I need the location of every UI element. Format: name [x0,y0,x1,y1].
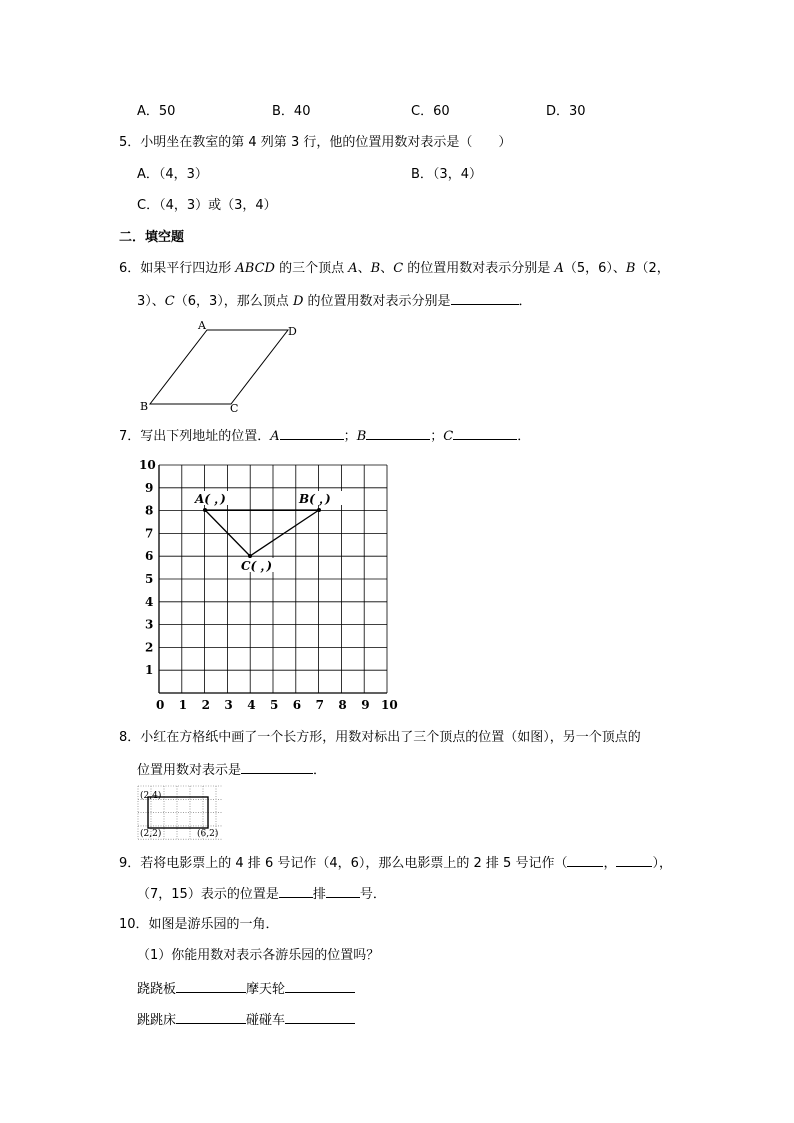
q7-end: ． [517,429,531,444]
label-c: C( ，) [241,559,273,573]
option-d: D．30 [546,104,586,119]
answer-blank-b[interactable] [366,426,430,440]
answer-blank-row[interactable] [567,853,603,867]
q6-b-2: B [625,261,636,276]
q6-a-2: A [554,261,564,276]
y-tick-label: 5 [145,572,154,586]
x-tick-label: 10 [381,698,398,712]
point-a [203,508,207,512]
question-10-sub-1: （1）你能用数对表示各游乐园的位置吗？ [137,948,380,963]
q6-c-2: C [164,294,175,309]
q6-b-val: （2， [635,261,670,276]
y-tick-label: 3 [145,617,154,632]
x-tick-label: 3 [224,698,233,712]
answer-blank-a[interactable] [280,426,344,440]
option-b: B．40 [272,104,311,119]
q7-b: B [356,429,367,444]
y-tick-label: 6 [145,549,154,564]
x-tick-label: 7 [315,698,324,712]
y-tick-label: 10 [139,458,156,472]
q9-end: ）， [652,856,672,871]
question-6-line-1 [119,260,670,278]
answer-blank-c[interactable] [453,426,517,440]
point-b [317,508,321,512]
question-10-row-2 [137,1010,355,1030]
q6-a: A [348,261,358,276]
q6-mid2: 的位置用数对表示分别是 [403,261,555,276]
point-c [248,554,252,558]
answer-blank-pai[interactable] [279,884,313,898]
vertex-label-d: D [288,325,297,338]
q6-end: ． [518,294,532,309]
question-8-line-1: 8．小红在方格纸中画了一个长方形，用数对标出了三个顶点的位置（如图），另一个顶点的 [119,730,641,745]
y-axis-labels [139,458,156,677]
x-tick-label: 1 [178,698,188,712]
q6-sep-1: 、 [357,261,371,276]
q8-pre: 位置用数对表示是 [137,763,242,778]
q6-line2-c: 的位置用数对表示分别是 [303,294,451,309]
answer-blank-trampoline[interactable] [176,1010,246,1024]
vertex-label-c: C [230,402,239,415]
q8-end: ． [313,763,327,778]
q7-c: C [443,429,454,444]
answer-blank-hao[interactable] [326,884,360,898]
x-tick-label: 6 [292,698,302,712]
item-bumper-cars: 碰碰车 [246,1013,286,1028]
parallelogram-shape [150,330,288,404]
answer-blank-seesaw[interactable] [176,979,246,993]
answer-blank-seat[interactable] [616,853,652,867]
y-tick-label: 4 [145,594,154,609]
q9-pai: 排 [312,887,326,902]
q9-pre: 9．若将电影票上的 4 排 6 号记作（4，6），那么电影票上的 2 排 5 号记作（ [119,856,568,871]
label-2-4: (2,4) [140,791,162,801]
q6-mid: 的三个顶点 [274,261,349,276]
section-heading: 二．填空题 [119,230,185,245]
y-tick-label: 1 [145,663,154,678]
item-ferris-wheel: 摩天轮 [246,982,286,997]
q6-line2-b: ，那么顶点 [223,294,293,309]
q6-abcd: ABCD [235,261,275,276]
q6-c: C [393,261,404,276]
q6-d: D [292,294,304,309]
label-b: B( ，) [299,492,331,506]
y-tick-label: 9 [145,480,154,495]
question-5-option-a: A．（4，3） [137,167,208,182]
y-tick-label: 8 [145,503,154,518]
question-10-stem: 10．如图是游乐园的一角． [119,917,279,932]
label-6-2: (6,2) [197,829,219,839]
q6-a-val: （5，6） [563,261,613,276]
question-9-line-2 [137,884,386,904]
q6-pre: 6．如果平行四边形 [119,261,236,276]
label-a: A( ，) [195,492,226,506]
question-6-line-2 [137,291,532,311]
question-5-stem: 5．小明坐在教室的第 4 列第 3 行，他的位置用数对表示是（ ） [119,135,512,150]
q6-c-val: （6，3） [174,294,224,309]
label-2-2: (2,2) [140,829,162,839]
grid-lines [159,465,387,693]
item-seesaw: 跷跷板 [137,982,177,997]
q6-b: B [370,261,381,276]
x-tick-label: 9 [361,698,370,712]
x-tick-label: 4 [247,698,256,712]
option-c: C．60 [411,104,450,119]
q7-pre: 7．写出下列地址的位置． [119,429,271,444]
q7-semi-2: ； [430,429,444,444]
parallelogram-figure [135,318,305,418]
q9-comma: ， [603,856,617,871]
question-5-option-c: C．（4，3）或（3，4） [137,198,277,213]
x-tick-label: 2 [201,698,210,712]
question-7-stem [119,426,530,446]
answer-blank-ferris-wheel[interactable] [285,979,355,993]
vertex-label-a: A [198,319,206,332]
x-tick-label: 8 [338,698,347,712]
q6-sep-3: 、 [612,261,626,276]
question-5-option-b: B．（3，4） [411,167,482,182]
coordinate-grid-figure [137,455,402,713]
q6-sep-2: 、 [380,261,394,276]
option-a: A．50 [137,104,176,119]
q7-a: A [270,429,280,444]
x-tick-label: 5 [270,698,279,712]
rectangle-grid-figure [137,785,225,841]
y-tick-label: 7 [145,526,154,541]
q9-line2-pre: （7，15）表示的位置是 [137,887,279,902]
q7-semi-1: ； [343,429,357,444]
answer-blank[interactable] [241,760,313,774]
y-tick-label: 2 [145,640,154,655]
answer-blank[interactable] [451,291,519,305]
item-trampoline: 跳跳床 [137,1013,177,1028]
q6-line2-a: 3） [137,294,152,309]
question-9-line-1 [119,853,672,873]
question-10-row-1 [137,979,355,999]
question-8-line-2 [137,760,326,780]
q9-hao: 号． [359,887,386,902]
x-axis-labels [156,698,398,712]
q6-sep-4: 、 [151,294,165,309]
x-tick-label: 0 [156,698,165,712]
answer-blank-bumper-cars[interactable] [285,1010,355,1024]
vertex-label-b: B [140,400,149,413]
